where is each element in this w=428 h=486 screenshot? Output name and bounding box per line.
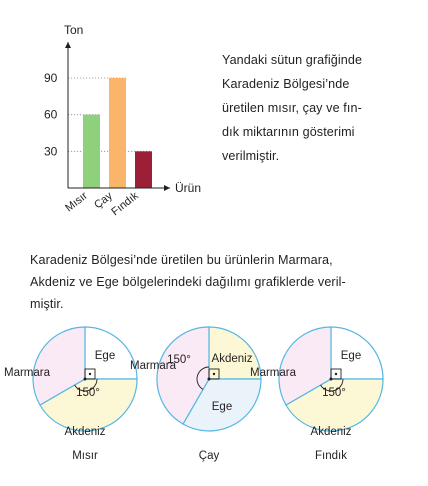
pie-center-dot-icon <box>330 378 333 381</box>
pie-label-ege: Ege <box>94 350 116 362</box>
chart-description <box>222 48 422 168</box>
pie-label-akdeniz: Akdeniz <box>310 426 352 438</box>
pie-label-marmara: Marmara <box>3 367 51 379</box>
right-angle-dot-icon <box>335 373 337 375</box>
pie-chart-marks <box>4 327 383 462</box>
description-line: dık miktarının gösterimi <box>222 125 355 139</box>
pie-label-ege: Ege <box>211 401 233 413</box>
bar-misir <box>83 115 100 188</box>
bar-chart-marks <box>44 23 201 218</box>
pie-center-dot-icon <box>208 378 211 381</box>
bar-cay <box>109 78 126 188</box>
x-tick-label: Mısır <box>63 189 90 215</box>
intro-line: Akdeniz ve Ege bölgelerindeki dağılımı grafiklerde veril- <box>30 275 346 289</box>
description-line: Yandaki sütun grafiğinde <box>222 53 363 67</box>
y-tick-label: 60 <box>44 107 58 122</box>
right-angle-dot-icon <box>89 373 91 375</box>
bar-chart <box>0 0 215 225</box>
angle-annotation: 150° <box>322 387 346 399</box>
pie-charts <box>0 325 428 475</box>
x-tick-label: Çay <box>92 189 115 212</box>
intro-line: miştir. <box>30 297 64 311</box>
right-angle-dot-icon <box>213 373 215 375</box>
pie-label-ege: Ege <box>340 350 362 362</box>
y-axis-label: Ton <box>64 23 84 37</box>
y-tick-label: 30 <box>44 144 58 159</box>
pie-title: Fındık <box>315 450 347 462</box>
y-axis-arrow-icon <box>65 42 71 48</box>
x-tick-label: Fındık <box>109 189 141 219</box>
pie-title: Çay <box>198 450 220 462</box>
x-axis-label: Ürün <box>175 181 202 195</box>
angle-annotation: 150° <box>76 387 100 399</box>
angle-annotation: 150° <box>167 354 191 366</box>
description-line: Karadeniz Bölgesi’nde <box>222 77 350 91</box>
pie-label-marmara: Marmara <box>249 367 297 379</box>
x-axis-arrow-icon <box>164 185 170 191</box>
pie-label-akdeniz: Akdeniz <box>211 353 253 365</box>
pie-title: Mısır <box>72 450 98 462</box>
pie-label-akdeniz: Akdeniz <box>64 426 106 438</box>
description-line: üretilen mısır, çay ve fın- <box>222 101 362 115</box>
pie-label-marmara: Marmara <box>129 360 177 372</box>
description-line: verilmiştir. <box>222 149 280 163</box>
bar-findik <box>135 151 152 188</box>
intro-paragraph <box>30 249 415 315</box>
intro-line: Karadeniz Bölgesi’nde üretilen bu ürünlerin Marmara, <box>30 253 333 267</box>
pie-center-dot-icon <box>84 378 87 381</box>
y-tick-label: 90 <box>44 71 58 85</box>
